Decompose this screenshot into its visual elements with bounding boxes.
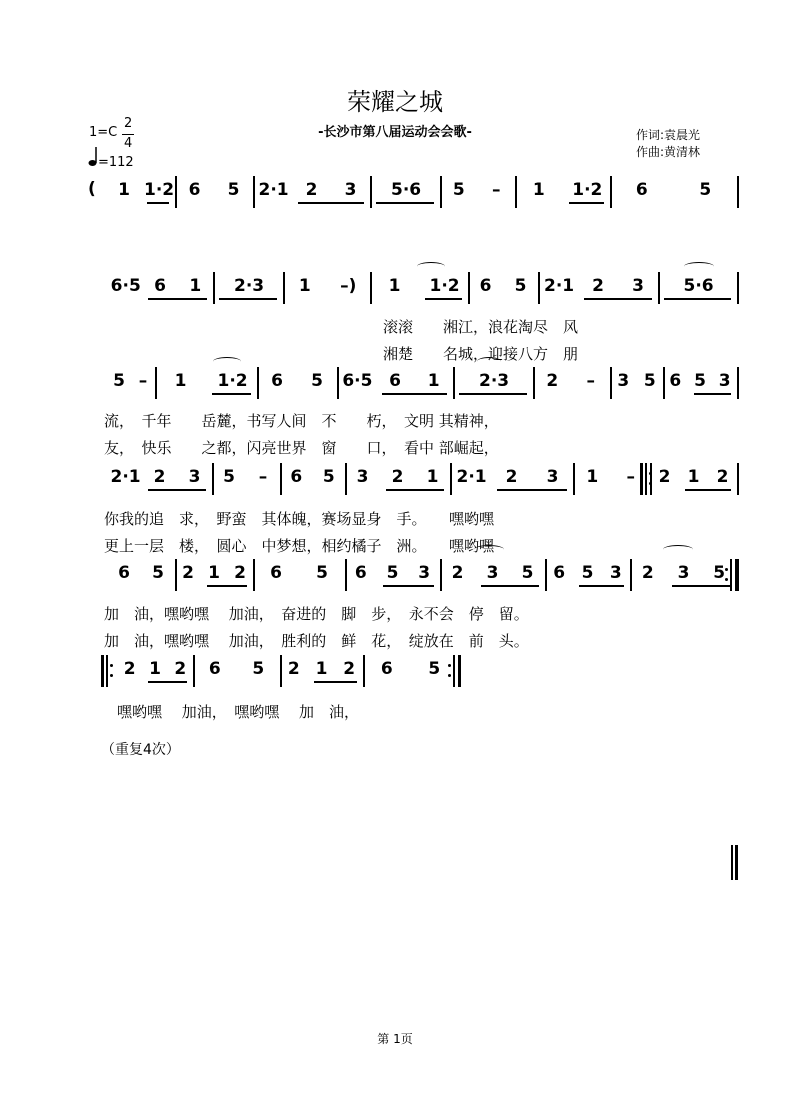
tie-arc — [663, 545, 693, 554]
repeat-bar — [645, 463, 647, 495]
note: 6 — [154, 276, 166, 296]
underline — [147, 202, 169, 204]
note: 5 — [322, 467, 335, 487]
repeat-bar — [458, 655, 461, 687]
underline — [148, 681, 187, 683]
note: 6 — [389, 371, 401, 391]
note: 2·1 — [110, 467, 141, 487]
bar-line — [538, 272, 540, 304]
bar-line — [450, 463, 452, 495]
time-signature-numerator: 2 — [124, 116, 133, 131]
lyric-line: 湘楚 名城，迎接八方 朋 — [383, 345, 579, 363]
note: 5 — [316, 563, 328, 583]
note: – — [492, 180, 501, 200]
note: 3 — [632, 276, 644, 296]
note: 3 — [188, 467, 201, 487]
tie-arc — [213, 357, 241, 366]
note: 5·6 — [683, 276, 714, 296]
note: 5 — [514, 276, 527, 296]
tie-arc — [417, 262, 445, 271]
note: 6 — [270, 563, 282, 583]
note: – — [626, 467, 635, 487]
bar-line — [337, 367, 339, 399]
note: 2 — [123, 659, 136, 679]
note: 5 — [223, 467, 235, 487]
note: 1 — [149, 659, 161, 679]
underline — [212, 393, 251, 395]
note: – — [258, 467, 268, 487]
note: 5 — [694, 371, 706, 391]
bar-line — [175, 176, 177, 208]
repeat-dot — [448, 664, 451, 667]
bar-line — [363, 655, 365, 687]
underline — [425, 298, 462, 300]
underline — [481, 585, 539, 587]
note: 6 — [669, 371, 682, 391]
bar-line — [515, 176, 517, 208]
start-bar — [737, 176, 739, 208]
note: 2·3 — [479, 371, 510, 391]
note: 6 — [188, 180, 201, 200]
time-signature-line — [122, 134, 134, 135]
bar-line — [213, 272, 215, 304]
note: 6 — [635, 180, 648, 200]
repeat-bar — [735, 559, 738, 591]
repeat-note: （重复4次） — [101, 742, 180, 758]
underline — [207, 585, 247, 587]
note: 6 — [271, 371, 283, 391]
note: 3 — [356, 467, 369, 487]
underline — [459, 393, 527, 395]
note: 6 — [553, 563, 566, 583]
note: 6 — [380, 659, 393, 679]
note: 5 — [713, 563, 726, 583]
note: 2 — [153, 467, 166, 487]
note: 5 — [452, 180, 465, 200]
note: 1 — [189, 276, 202, 296]
note: 5·6 — [391, 180, 422, 200]
repeat-bar — [101, 655, 104, 687]
note: 1 — [426, 467, 439, 487]
underline — [219, 298, 277, 300]
lyric-line: 嘿哟嘿 加油， 嘿哟嘿 加 油， — [117, 703, 360, 721]
note: 6 — [479, 276, 492, 296]
note: 3 — [344, 180, 357, 200]
bar-line — [253, 176, 255, 208]
note: 1 — [427, 371, 440, 391]
repeat-dot — [725, 568, 728, 571]
note: 2 — [305, 180, 318, 200]
lyric-line: 流， 千年 岳麓，书写人间 不 朽， 文明 其精神， — [104, 412, 499, 430]
lyric-line: 滚滚 湘江，浪花淘尽 风 — [383, 318, 579, 336]
final-bar — [731, 845, 733, 880]
note: 3 — [609, 563, 622, 583]
note: 2 — [546, 371, 559, 391]
note: 1 — [586, 467, 599, 487]
repeat-dot — [649, 482, 652, 485]
lyric-line: 友， 快乐 之都，闪亮世界 窗 口， 看中 部崛起， — [104, 439, 499, 457]
underline — [298, 202, 364, 204]
quarter-note-icon — [88, 146, 98, 168]
note: 1 — [118, 180, 130, 200]
note: 5 — [152, 563, 164, 583]
note: 2 — [658, 467, 671, 487]
note: – — [586, 371, 595, 391]
note: 1·2 — [144, 180, 175, 200]
lyric-line: 你我的追 求， 野蛮 其体魄，赛场显身 手。 嘿哟嘿 — [104, 510, 495, 528]
composer-credit: 作曲:黄清林 — [636, 145, 701, 159]
note: 2 — [343, 659, 356, 679]
bar-line — [453, 367, 455, 399]
note: 2 — [234, 563, 246, 583]
note: 1 — [298, 276, 311, 296]
underline — [579, 585, 624, 587]
note: 6 — [208, 659, 221, 679]
note: 6 — [118, 563, 130, 583]
note: 2 — [182, 563, 194, 583]
note: 6·5 — [342, 371, 373, 391]
note: – — [138, 371, 148, 391]
page-number: 第 1页 — [377, 1032, 413, 1046]
note: 3 — [718, 371, 731, 391]
bar-line — [212, 463, 214, 495]
repeat-dot — [448, 674, 451, 677]
underline — [382, 393, 447, 395]
note: 2 — [287, 659, 300, 679]
underline — [685, 489, 731, 491]
underline — [664, 298, 731, 300]
note: 6 — [354, 563, 367, 583]
bar-line — [573, 463, 575, 495]
note: 5 — [581, 563, 594, 583]
lyric-line: 加 油，嘿哟嘿 加油， 胜利的 鲜 花， 绽放在 前 头。 — [104, 632, 529, 650]
underline — [148, 298, 207, 300]
note: 1 — [208, 563, 220, 583]
note: 3 — [418, 563, 431, 583]
note: 2 — [592, 276, 604, 296]
note: 1 — [174, 371, 187, 391]
bar-line — [370, 176, 372, 208]
lyric-line: 加 油，嘿哟嘿 加油， 奋进的 脚 步， 永不会 停 留。 — [104, 605, 529, 623]
underline — [386, 489, 444, 491]
note: 5 — [699, 180, 712, 200]
bar-line — [440, 559, 442, 591]
underline — [383, 585, 434, 587]
note: 6·5 — [110, 276, 141, 296]
bar-line — [370, 272, 372, 304]
time-signature-denominator: 4 — [124, 136, 133, 151]
song-subtitle: -长沙市第八届运动会会歌- — [318, 125, 472, 140]
note: 1 — [388, 276, 401, 296]
bar-line — [630, 559, 632, 591]
bar-line — [737, 463, 739, 495]
lyric-line: 更上一层 楼， 圆心 中梦想，相约橘子 洲。 嘿哟嘿 — [104, 537, 495, 555]
repeat-dot — [110, 674, 113, 677]
note: 5 — [113, 371, 125, 391]
note: 2 — [451, 563, 464, 583]
tempo-marking: =112 — [98, 155, 134, 170]
bar-line — [468, 272, 470, 304]
underline — [694, 393, 731, 395]
underline — [497, 489, 567, 491]
lyricist-credit: 作词:袁晨光 — [636, 128, 701, 142]
note: 3 — [617, 371, 630, 391]
note: 5 — [311, 371, 323, 391]
note: 5 — [521, 563, 534, 583]
note: 2 — [391, 467, 404, 487]
note: 6 — [290, 467, 303, 487]
repeat-dot — [110, 664, 113, 667]
note: 1·2 — [217, 371, 248, 391]
bar-line — [533, 367, 535, 399]
note: 2 — [505, 467, 518, 487]
underline — [569, 202, 605, 204]
note: 3 — [546, 467, 559, 487]
repeat-bar — [106, 655, 108, 687]
note: 5 — [643, 371, 656, 391]
repeat-dot — [725, 578, 728, 581]
note: 2 — [174, 659, 187, 679]
note: 2 — [716, 467, 729, 487]
underline — [376, 202, 434, 204]
note: 5 — [386, 563, 399, 583]
bar-line — [737, 272, 739, 304]
note: 2·1 — [258, 180, 289, 200]
underline — [314, 681, 357, 683]
note: 1 — [687, 467, 700, 487]
note: 2·3 — [234, 276, 265, 296]
note: 3 — [677, 563, 690, 583]
key-signature: 1=C — [89, 125, 118, 140]
bar-line — [345, 463, 347, 495]
song-title: 荣耀之城 — [347, 88, 443, 116]
note: 5 — [227, 180, 240, 200]
repeat-bar — [453, 655, 455, 687]
tie-arc — [684, 262, 714, 271]
note: 1 — [315, 659, 328, 679]
note: 5 — [252, 659, 265, 679]
note: –) — [340, 276, 357, 296]
note: 5 — [428, 659, 441, 679]
note: 2·1 — [544, 276, 575, 296]
final-bar — [735, 845, 738, 880]
repeat-dot — [649, 472, 652, 475]
note: 1 — [532, 180, 545, 200]
underline — [584, 298, 652, 300]
repeat-bar — [640, 463, 643, 495]
bar-line — [658, 272, 660, 304]
note: 3 — [486, 563, 499, 583]
underline — [148, 489, 206, 491]
bar-line — [257, 367, 259, 399]
bar-line — [283, 272, 285, 304]
underline — [672, 585, 731, 587]
note: 2·1 — [456, 467, 487, 487]
note: 2 — [641, 563, 654, 583]
parenthesis: ( — [88, 179, 96, 199]
note: 1·2 — [429, 276, 460, 296]
note: 1·2 — [572, 180, 603, 200]
bar-line — [440, 176, 442, 208]
bar-line — [610, 176, 612, 208]
